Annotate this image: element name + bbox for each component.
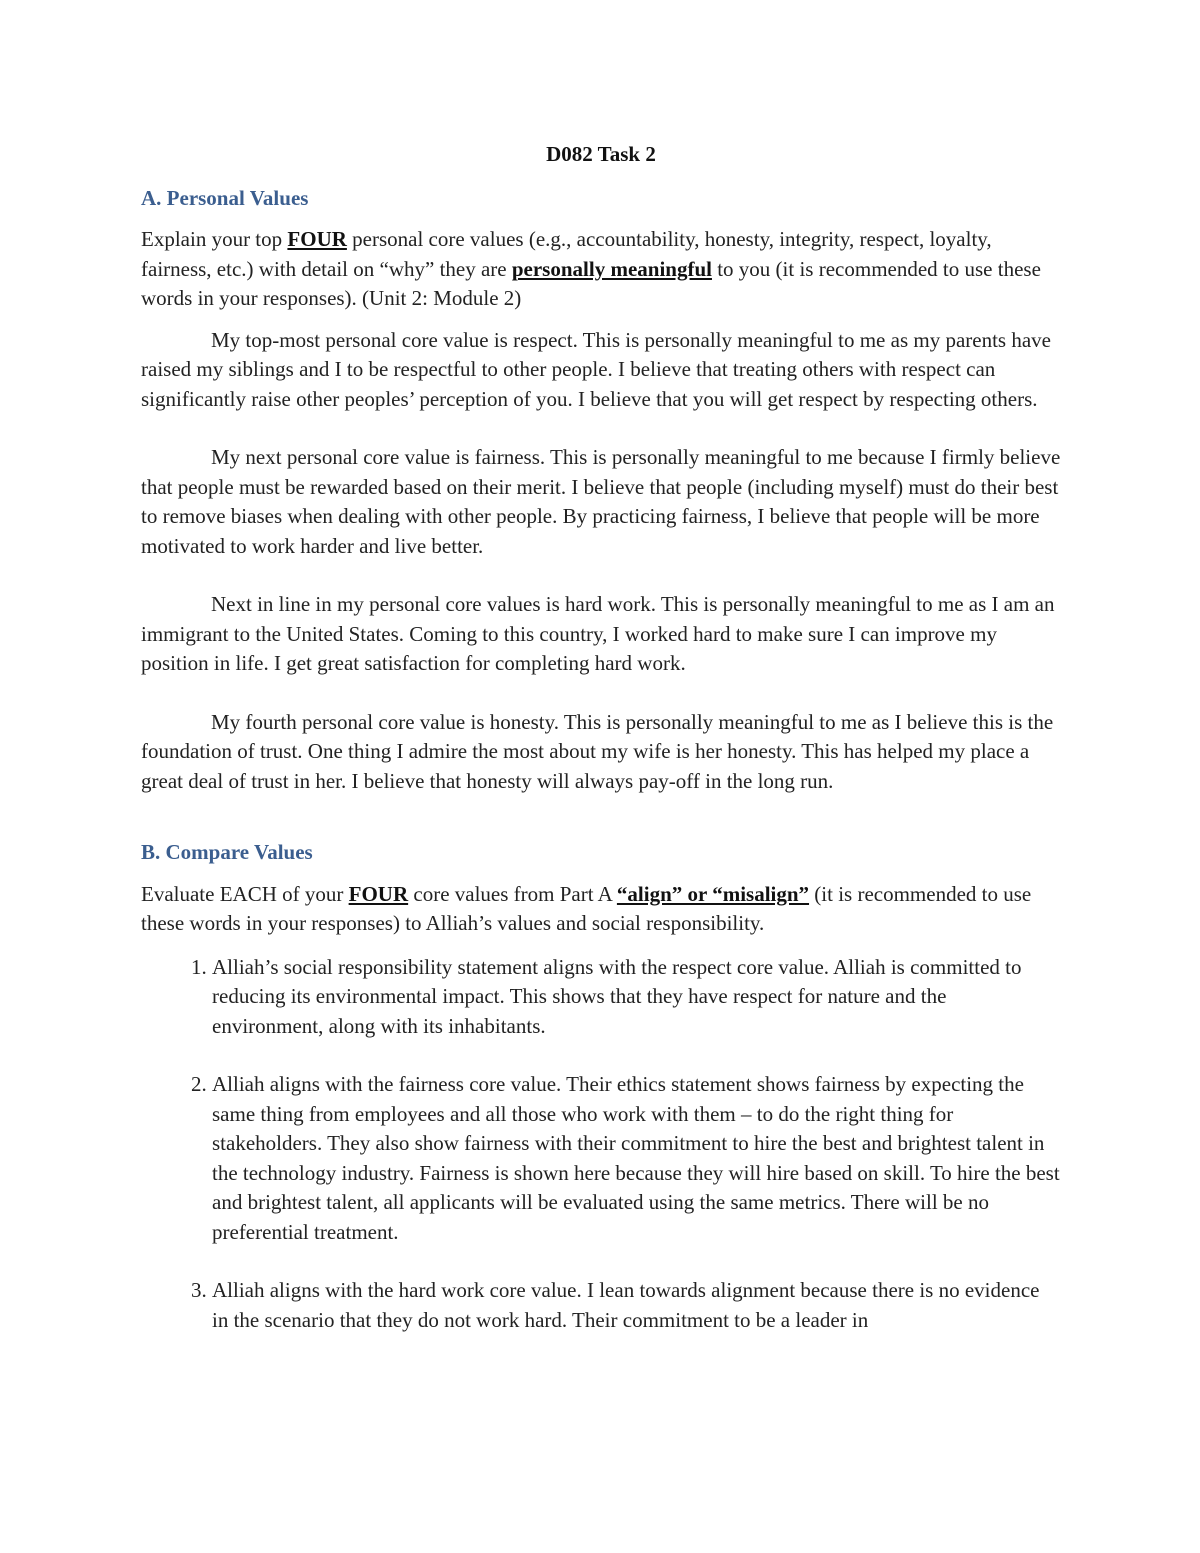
section-a-heading: A. Personal Values [141,185,309,210]
answer-paragraph-hard-work: Next in line in my personal core values is hard work. This is personally meaningful to me as I am an immigrant to the United States. Coming to this country, I worked hard to make sure I can improve my position in life. I get great satisfaction for completing hard work. [141,592,1055,675]
evaluation-list [141,953,1061,1336]
prompt-emphasis-four: FOUR [287,227,347,251]
list-item: 3. Alliah aligns with the hard work core value. I lean towards alignment because there is no evidence in the scenario that they do not work hard. Their commitment to be a leader in [212,1276,1061,1335]
list-item: 1. Alliah’s social responsibility statement aligns with the respect core value. Alliah is committed to reducing its environmental impact. This shows that they have respect for nature and the environment, along with its inhabitants. [212,953,1061,1042]
list-item: 2. Alliah aligns with the fairness core value. Their ethics statement shows fairness by expecting the same thing from employees and all those who work with them – to do the right thing for stakeholders. They also show fairness with their commitment to hire the best and brightest talent in the technology industry. Fairness is shown here because they will hire based on skill. To hire the best and brightest talent, all applicants will be evaluated using the same metrics. There will be no preferential treatment. [212,1070,1061,1247]
answer-paragraph-respect: My top-most personal core value is respect. This is personally meaningful to me as my parents have raised my siblings and I to be respectful to other people. I believe that treating others with respect can significantly raise other peoples’ perception of you. I believe that you will get respect by respecting others. [141,327,1051,411]
prompt-text: Evaluate EACH of your [141,881,349,906]
prompt-emphasis-four: FOUR [348,881,409,906]
section-b-prompt [141,880,1061,939]
prompt-text: Explain your top [141,227,288,251]
answer-paragraph-honesty: My fourth personal core value is honesty. This is personally meaningful to me as I believe this is the foundation of trust. One thing I admire the most about my wife is her honesty. This has helped my place a great deal of trust in her. I believe that honesty will always pay-off in the long run. [141,709,1054,793]
prompt-text: core values from Part A [408,881,617,906]
document-page [141,140,1061,1364]
prompt-emphasis-align: “align” or “misalign” [616,881,810,906]
prompt-text: to you (it is recommended to use these words in your responses). (Unit 2: Module 2) [141,256,1041,310]
section-a-prompt [141,225,1061,314]
answer-paragraph-fairness: My next personal core value is fairness. This is personally meaningful to me because I firmly believe that people must be rewarded based on their merit. I believe that people (including myself) must do their best to remove biases when dealing with other people. By practicing fairness, I believe that people will be more motivated to work harder and live better. [141,445,1061,558]
section-b-heading: B. Compare Values [141,840,313,864]
document-title: D082 Task 2 [546,142,656,166]
prompt-text: personal core values (e.g., accountability, honesty, integrity, respect, loyalty, fairness, etc.) with detail on “why” they are [141,227,992,281]
prompt-text: (it is recommended to use these words in your responses) to Alliah’s values and social responsibility. [141,881,1032,935]
prompt-emphasis-meaningful: personally meaningful [511,256,712,281]
